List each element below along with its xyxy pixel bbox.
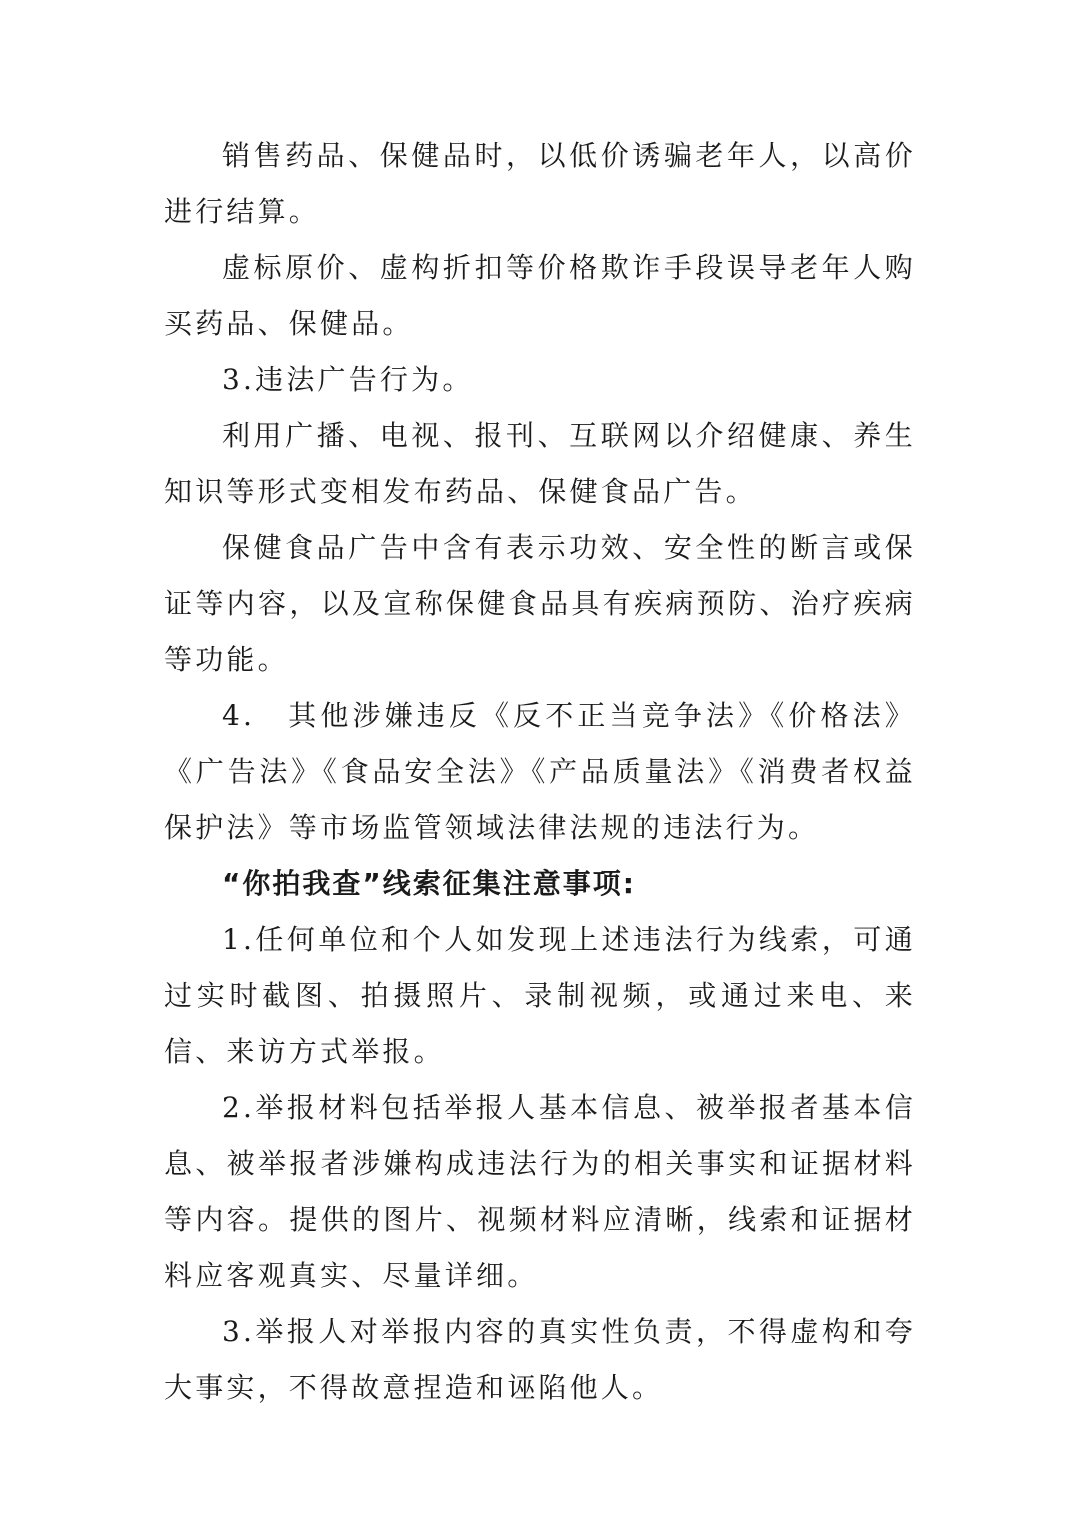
paragraph-illegal-ad-title: 3.违法广告行为。 [222,363,474,396]
paragraph-false-discount: 虚标原价、虚构折扣等价格欺诈手段误导老年人购买药品、保健品。 [164,251,916,340]
paragraph-low-price-fraud: 销售药品、保健品时，以低价诱骗老年人，以高价进行结算。 [164,139,916,228]
paragraph-other-violations: 4. 其他涉嫌违反《反不正当竞争法》《价格法》《广告法》《食品安全法》《产品质量法》《消费者权益保护法》等市场监管领域法律法规的违法行为。 [164,699,916,844]
paragraph-reporter-responsibility: 3.举报人对举报内容的真实性负责，不得虚构和夸大事实，不得故意捏造和诬陷他人。 [164,1315,916,1404]
paragraph-health-food-claims: 保健食品广告中含有表示功效、安全性的断言或保证等内容，以及宣称保健食品具有疾病预防、治疗疾病等功能。 [164,531,916,676]
document-body [164,128,916,1416]
paragraph-report-materials: 2.举报材料包括举报人基本信息、被举报者基本信息、被举报者涉嫌构成违法行为的相关事实和证据材料等内容。提供的图片、视频材料应清晰，线索和证据材料应客观真实、尽量详细。 [164,1091,916,1292]
paragraph-disguised-ads: 利用广播、电视、报刊、互联网以介绍健康、养生知识等形式变相发布药品、保健食品广告。 [164,419,916,508]
section-heading-notes: “你拍我查”线索征集注意事项: [222,867,637,900]
paragraph-report-methods: 1.任何单位和个人如发现上述违法行为线索，可通过实时截图、拍摄照片、录制视频，或通过来电、来信、来访方式举报。 [164,923,916,1068]
